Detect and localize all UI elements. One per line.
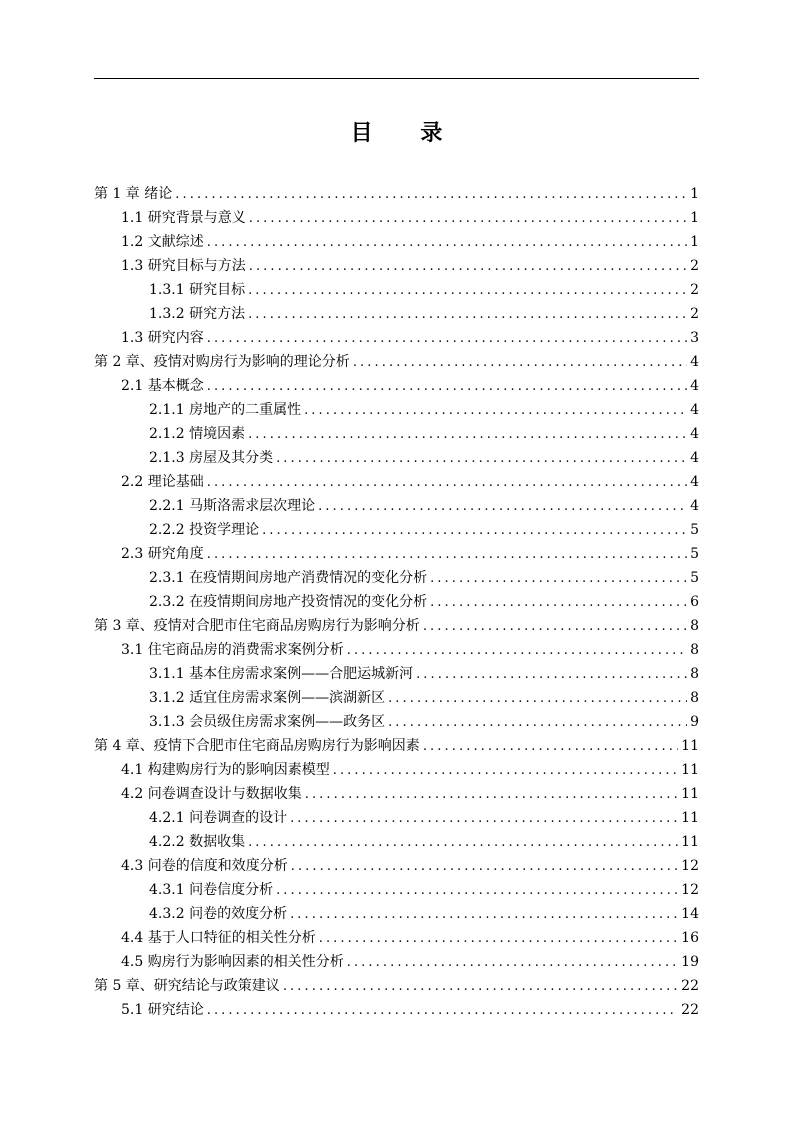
- toc-dot-leader: [249, 255, 687, 279]
- toc-dot-leader: [276, 447, 687, 471]
- toc-entry-page-number: 4: [690, 402, 699, 418]
- toc-entry-label: 2.2.2 投资学理论: [149, 522, 260, 538]
- toc-dot-leader: [423, 735, 678, 759]
- toc-entry[interactable]: [94, 686, 699, 710]
- toc-entry-page-number: 1: [690, 210, 699, 226]
- toc-entry[interactable]: [94, 326, 699, 350]
- toc-entry[interactable]: [94, 758, 699, 782]
- toc-entry-label: 5.1 研究结论: [121, 1002, 204, 1018]
- toc-entry-page-number: 22: [681, 1002, 699, 1018]
- toc-entry[interactable]: [94, 950, 699, 974]
- toc-dot-leader: [207, 999, 678, 1023]
- toc-dot-leader: [290, 903, 678, 927]
- toc-entry-page-number: 8: [690, 642, 699, 658]
- toc-entry-label: 4.4 基于人口特征的相关性分析: [121, 930, 316, 946]
- toc-entry[interactable]: [94, 446, 699, 470]
- toc-entry[interactable]: [94, 182, 699, 206]
- toc-entry-page-number: 9: [690, 714, 699, 730]
- toc-entry[interactable]: [94, 782, 699, 806]
- toc-entry-label: 2.3.2 在疫情期间房地产投资情况的变化分析: [149, 594, 428, 610]
- toc-entry-page-number: 14: [681, 906, 699, 922]
- toc-entry-page-number: 11: [681, 810, 699, 826]
- toc-dot-leader: [248, 303, 687, 327]
- toc-dot-leader: [248, 279, 687, 303]
- toc-entry-label: 2.2.1 马斯洛需求层次理论: [149, 498, 316, 514]
- toc-entry[interactable]: [94, 998, 699, 1022]
- toc-entry[interactable]: [94, 518, 699, 542]
- toc-entry[interactable]: [94, 278, 699, 302]
- toc-dot-leader: [347, 951, 678, 975]
- toc-entry[interactable]: [94, 422, 699, 446]
- toc-entry-page-number: 4: [690, 498, 699, 514]
- toc-dot-leader: [207, 543, 687, 567]
- toc-dot-leader: [304, 399, 687, 423]
- toc-dot-leader: [430, 567, 687, 591]
- toc-dot-leader: [207, 471, 687, 495]
- page-title: 目 录: [350, 121, 463, 146]
- toc-entry[interactable]: [94, 854, 699, 878]
- toc-entry-label: 4.2 问卷调查设计与数据收集: [121, 786, 302, 802]
- toc-dot-leader: [207, 231, 687, 255]
- toc-entry-page-number: 2: [690, 306, 699, 322]
- toc-entry-label: 1.3.1 研究目标: [149, 282, 246, 298]
- toc-entry-label: 2.1 基本概念: [121, 378, 204, 394]
- toc-entry-label: 2.2 理论基础: [121, 474, 204, 490]
- toc-entry-page-number: 4: [690, 450, 699, 466]
- toc-entry[interactable]: [94, 302, 699, 326]
- toc-dot-leader: [262, 519, 687, 543]
- toc-entry-page-number: 16: [681, 930, 699, 946]
- toc-entry-label: 3.1.2 适宜住房需求案例——滨湖新区: [149, 690, 386, 706]
- toc-dot-leader: [207, 375, 687, 399]
- toc-entry-label: 3.1 住宅商品房的消费需求案例分析: [121, 642, 344, 658]
- toc-dot-leader: [353, 351, 687, 375]
- toc-dot-leader: [388, 687, 687, 711]
- toc-dot-leader: [423, 615, 687, 639]
- toc-entry-page-number: 2: [690, 258, 699, 274]
- toc-entry[interactable]: [94, 350, 699, 374]
- toc-dot-leader: [305, 783, 678, 807]
- toc-entry-page-number: 12: [681, 882, 699, 898]
- toc-entry-label: 2.1.1 房地产的二重属性: [149, 402, 302, 418]
- toc-entry-page-number: 12: [681, 858, 699, 874]
- toc-entry-label: 4.3.1 问卷信度分析: [149, 882, 274, 898]
- toc-entry-label: 1.3 研究内容: [121, 330, 204, 346]
- toc-entry-label: 4.3 问卷的信度和效度分析: [121, 858, 288, 874]
- toc-entry-label: 2.1.2 情境因素: [149, 426, 246, 442]
- toc-entry-label: 第 5 章、研究结论与政策建议: [94, 978, 280, 994]
- toc-dot-leader: [283, 975, 678, 999]
- toc-entry-page-number: 4: [690, 378, 699, 394]
- toc-dot-leader: [388, 711, 687, 735]
- toc-entry[interactable]: [94, 926, 699, 950]
- toc-entry[interactable]: [94, 590, 699, 614]
- toc-entry[interactable]: [94, 374, 699, 398]
- toc-entry-page-number: 5: [690, 546, 699, 562]
- toc-entry-label: 1.1 研究背景与意义: [121, 210, 246, 226]
- toc-entry[interactable]: [94, 566, 699, 590]
- toc-entry[interactable]: [94, 230, 699, 254]
- toc-entry-page-number: 3: [690, 330, 699, 346]
- toc-entry-page-number: 11: [681, 834, 699, 850]
- toc-dot-leader: [416, 663, 687, 687]
- toc-entry[interactable]: [94, 830, 699, 854]
- toc-entry-label: 2.3.1 在疫情期间房地产消费情况的变化分析: [149, 570, 428, 586]
- toc-entry[interactable]: [94, 254, 699, 278]
- toc-entry-page-number: 8: [690, 618, 699, 634]
- toc-entry-label: 1.3 研究目标与方法: [121, 258, 246, 274]
- toc-entry-page-number: 11: [681, 738, 699, 754]
- toc-entry[interactable]: [94, 806, 699, 830]
- toc-dot-leader: [291, 855, 678, 879]
- toc-entry-label: 第 3 章、疫情对合肥市住宅商品房购房行为影响分析: [94, 618, 420, 634]
- toc-dot-leader: [276, 879, 678, 903]
- toc-entry[interactable]: [94, 614, 699, 638]
- toc-entry-label: 2.1.3 房屋及其分类: [149, 450, 274, 466]
- toc-dot-leader: [248, 831, 678, 855]
- toc-dot-leader: [318, 495, 687, 519]
- toc-entry-page-number: 11: [681, 762, 699, 778]
- toc-entry-label: 1.3.2 研究方法: [149, 306, 246, 322]
- toc-entry-label: 1.2 文献综述: [121, 234, 204, 250]
- toc-dot-leader: [249, 207, 687, 231]
- toc-entry-page-number: 2: [690, 282, 699, 298]
- toc-entry-page-number: 11: [681, 786, 699, 802]
- toc-entry-page-number: 1: [690, 234, 699, 250]
- toc-dot-leader: [248, 423, 687, 447]
- toc-entry-label: 第 2 章、疫情对购房行为影响的理论分析: [94, 354, 350, 370]
- toc-entry[interactable]: [94, 662, 699, 686]
- toc-entry[interactable]: [94, 638, 699, 662]
- toc-entry-label: 2.3 研究角度: [121, 546, 204, 562]
- toc-dot-leader: [319, 927, 678, 951]
- toc-entry-page-number: 8: [690, 690, 699, 706]
- toc-entry-label: 4.1 构建购房行为的影响因素模型: [121, 762, 330, 778]
- toc-dot-leader: [207, 327, 687, 351]
- toc-entry[interactable]: [94, 878, 699, 902]
- table-of-contents: [94, 182, 699, 1022]
- toc-entry[interactable]: [94, 974, 699, 998]
- toc-entry-page-number: 5: [690, 570, 699, 586]
- toc-entry-label: 3.1.1 基本住房需求案例——合肥运城新河: [149, 666, 414, 682]
- header-rule: [94, 78, 699, 79]
- toc-entry[interactable]: [94, 734, 699, 758]
- toc-entry-page-number: 4: [690, 474, 699, 490]
- toc-entry-label: 4.2.1 问卷调查的设计: [149, 810, 288, 826]
- toc-entry-page-number: 4: [690, 354, 699, 370]
- toc-dot-leader: [175, 183, 687, 207]
- toc-entry-page-number: 19: [681, 954, 699, 970]
- toc-entry-label: 第 1 章 绪论: [94, 186, 173, 202]
- toc-entry[interactable]: [94, 494, 699, 518]
- toc-entry-page-number: 22: [681, 978, 699, 994]
- toc-entry-label: 第 4 章、疫情下合肥市住宅商品房购房行为影响因素: [94, 738, 420, 754]
- toc-entry-page-number: 1: [690, 186, 699, 202]
- toc-entry[interactable]: [94, 470, 699, 494]
- toc-dot-leader: [430, 591, 687, 615]
- toc-entry-label: 4.2.2 数据收集: [149, 834, 246, 850]
- toc-entry-label: 4.3.2 问卷的效度分析: [149, 906, 288, 922]
- toc-entry-page-number: 5: [690, 522, 699, 538]
- toc-entry-page-number: 6: [690, 594, 699, 610]
- toc-entry-label: 4.5 购房行为影响因素的相关性分析: [121, 954, 344, 970]
- toc-entry[interactable]: [94, 206, 699, 230]
- toc-dot-leader: [333, 759, 678, 783]
- toc-entry[interactable]: [94, 710, 699, 734]
- toc-entry-page-number: 8: [690, 666, 699, 682]
- toc-dot-leader: [290, 807, 678, 831]
- toc-entry-page-number: 4: [690, 426, 699, 442]
- toc-entry-label: 3.1.3 会员级住房需求案例——政务区: [149, 714, 386, 730]
- toc-entry[interactable]: [94, 542, 699, 566]
- toc-entry[interactable]: [94, 398, 699, 422]
- toc-entry[interactable]: [94, 902, 699, 926]
- toc-dot-leader: [347, 639, 687, 663]
